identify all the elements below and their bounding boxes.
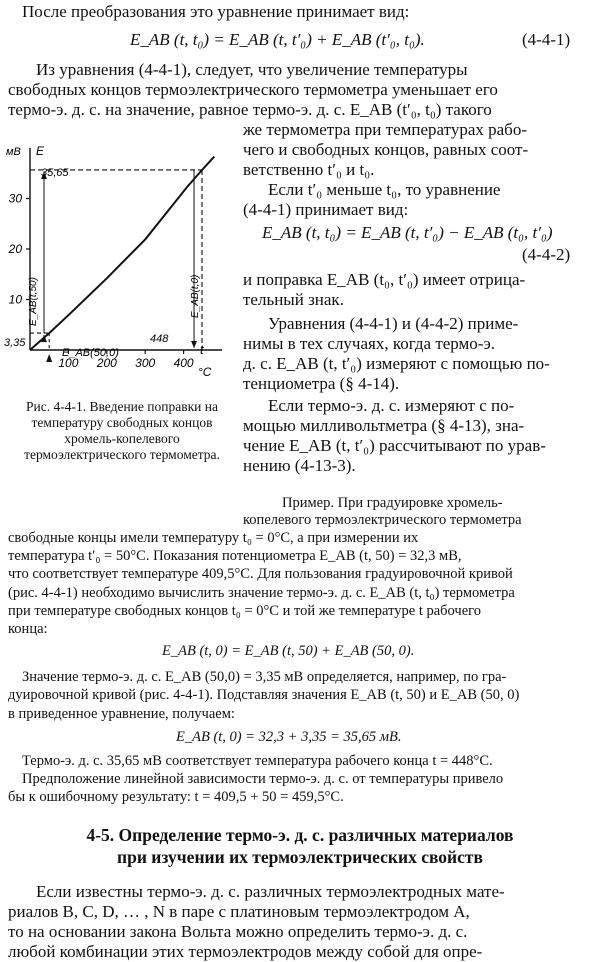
equation-4-4-1: E_AB (t, t₀) = E_AB (t, t′₀) + E_AB (t′₀, t₀). — [130, 30, 425, 49]
example3-line-2: Предположение линейной зависимости термо-э. д. с. от температуры привело — [22, 771, 504, 787]
figure-caption: Рис. 4-4-1. Введение поправки на температуру свободных концов хромель-копелевого термоэлектрического термометра. — [24, 399, 220, 462]
example-equation-2: E_AB (t, 0) = 32,3 + 3,35 = 35,65 мВ. — [176, 729, 402, 745]
example-line-6: (рис. 4-4-1) необходимо вычислить значение термо-э. д. с. E_AB (t, t₀) термометра — [8, 585, 515, 601]
right-line-13: тенциометра (§ 4-14). — [243, 374, 400, 393]
section-line-1: Если известны термо-э. д. с. различных термоэлектродных мате- — [36, 882, 505, 901]
example-line-5: что соответствует температуре 409,5°С. Для пользования градуировочной кривой — [8, 566, 513, 582]
section-line-3: то на основании закона Вольта можно определить термо-э. д. с. — [8, 922, 468, 941]
equation-number-4-4-1: (4-4-1) — [522, 30, 571, 49]
arrow-e-t-0-head — [191, 341, 197, 348]
example-line-1: Пример. При градуировке хромель- — [282, 495, 503, 511]
figure-4-4-1 — [0, 140, 240, 380]
example-line-8: конца: — [8, 621, 48, 637]
y-unit-label: мВ — [6, 146, 21, 158]
figure-static-marks — [8, 148, 222, 370]
example2-line-2: дуировочной кривой (рис. 4-4-1). Подставляя значения E_AB (t, 50) и E_AB (50, 0) — [8, 687, 520, 703]
x-unit-label: °С — [198, 365, 212, 379]
right-line-10: Уравнения (4-4-1) и (4-4-2) приме- — [268, 314, 519, 333]
section-line-4: любой комбинации этих термоэлектродов между собой для опре- — [8, 942, 483, 961]
marker-50 — [46, 354, 52, 362]
right-line-15: мощью милливольтметра (§ 4-13), зна- — [243, 416, 525, 435]
x-tick-label-300: 300 — [135, 356, 156, 370]
label-448: 448 — [150, 333, 169, 345]
right-line-8: и поправка E_AB (t₀, t′₀) имеет отрица- — [243, 270, 526, 289]
label-e-50-0: E_AB(50,0) — [62, 347, 119, 359]
right-line-12: д. с. E_AB (t, t′₀) измеряют с помощью по- — [243, 354, 550, 373]
label-e-t-50: E_AB(t,50) — [28, 277, 39, 326]
para1-line1: Из уравнения (4-4-1), следует, что увеличение температуры — [36, 60, 468, 79]
example2-line-3: в приведенное уравнение, получаем: — [8, 706, 235, 722]
example-line-3: свободные концы имели температуру t₀ = 0°С, а при измерении их — [8, 530, 419, 546]
right-line-16: чение E_AB (t, t′₀) рассчитывают по урав- — [243, 436, 546, 455]
section-title-line-2: при изучении их термоэлектрических свойств — [117, 847, 483, 867]
right-line-14: Если термо-э. д. с. измеряют с по- — [268, 396, 515, 415]
example-equation-1: E_AB (t, 0) = E_AB (t, 50) + E_AB (50, 0). — [162, 643, 415, 659]
right-line-4: Если t′₀ меньше t₀, то уравнение — [268, 180, 501, 199]
equation-4-4-2: E_AB (t, t₀) = E_AB (t, t′₀) − E_AB (t₀, t′₀) — [262, 223, 553, 242]
label-35-65: 35,65 — [41, 167, 69, 179]
right-line-1: же термометра при температурах рабо- — [243, 120, 527, 139]
example3-line-3: бы к ошибочному результату: t = 409,5 + 50 = 459,5°С. — [8, 789, 344, 805]
x-tick-label-400: 400 — [173, 356, 194, 370]
right-line-9: тельный знак. — [243, 290, 344, 309]
label-3-35: 3,35 — [4, 337, 26, 349]
example-line-7: при температуре свободных концов t₀ = 0°С и той же температуре t рабочего — [8, 603, 481, 619]
y-symbol-label: E — [36, 144, 45, 158]
x-tick-label-100: 100 — [58, 356, 79, 370]
right-line-17: нению (4-13-3). — [243, 456, 356, 475]
example3-line-1: Термо-э. д. с. 35,65 мВ соответствует температура рабочего конца t = 448°С. — [22, 753, 493, 769]
section-title-line-1: 4-5. Определение термо-э. д. с. различных материалов — [86, 825, 514, 845]
right-line-5: (4-4-1) принимает вид: — [243, 200, 409, 219]
y-tick-label-10: 10 — [8, 292, 22, 307]
para1-line3: термо-э. д. с. на значение, равное термо-э. д. с. E_AB (t′₀, t₀) такого — [8, 100, 492, 119]
equation-number-4-4-2: (4-4-2) — [522, 245, 571, 264]
x-symbol-label: t — [200, 342, 204, 357]
y-tick-label-30: 30 — [8, 191, 22, 206]
calibration-curve — [30, 157, 214, 350]
right-line-3: ветственно t′₀ и t₀. — [243, 160, 375, 179]
y-tick-label-20: 20 — [8, 242, 22, 256]
label-e-t-0: E_AB(t,0) — [190, 274, 201, 318]
para1-line2: свободных концов термоэлектрического термометра уменьшает его — [8, 80, 498, 99]
intro-text: После преобразования это уравнение принимает вид: — [22, 2, 410, 21]
example-line-4: температура t′₀ = 50°С. Показания потенциометра E_AB (t, 50) = 32,3 мВ, — [8, 548, 462, 564]
right-line-11: нимы в тех случаях, когда термо-э. — [243, 334, 495, 353]
example-line-2: копелевого термоэлектрического термометра — [243, 512, 522, 528]
example2-line-1: Значение термо-э. д. с. E_AB (50,0) = 3,35 мВ определяется, например, по гра- — [22, 669, 507, 685]
right-line-2: чего и свободных концов, равных соот- — [243, 140, 529, 159]
x-tick-label-200: 200 — [96, 356, 117, 370]
section-line-2: риалов B, C, D, … , N в паре с платиновым термоэлектродом A, — [8, 902, 470, 921]
